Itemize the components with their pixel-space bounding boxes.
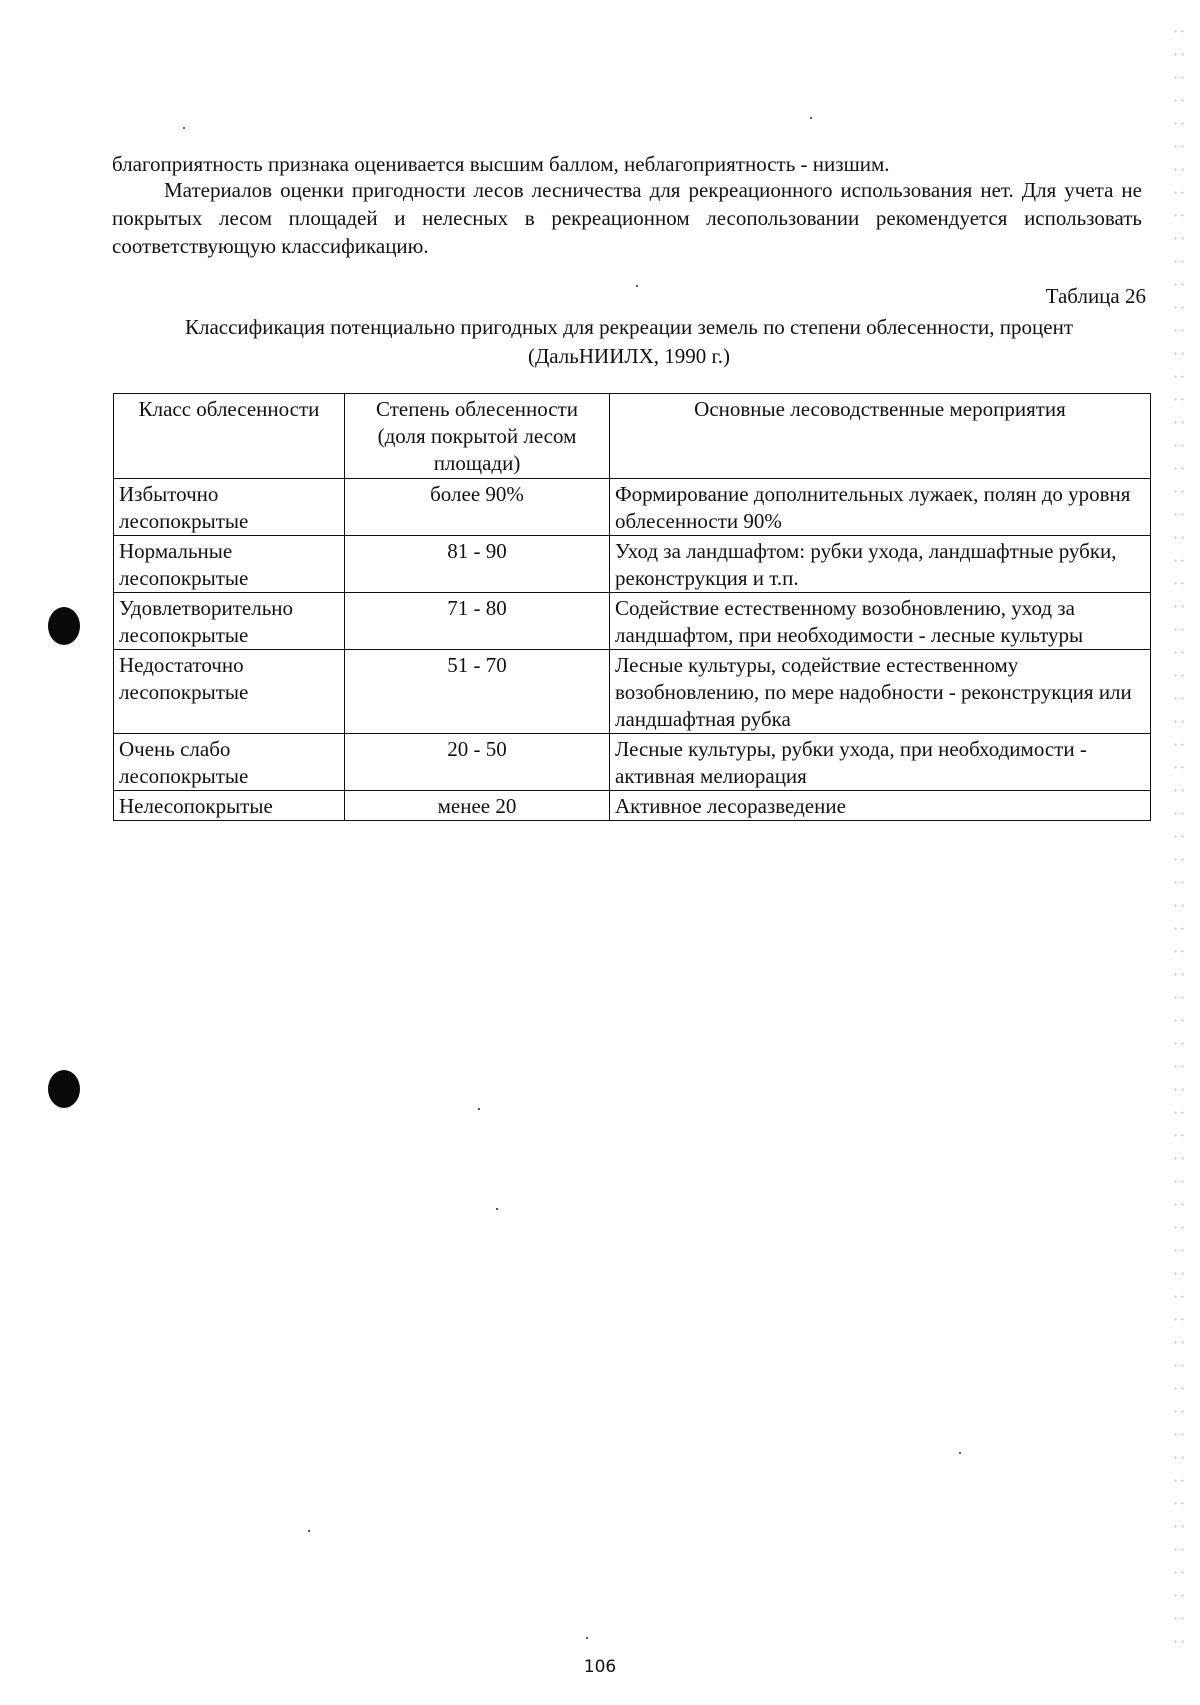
header-class: Класс облесенности: [114, 394, 345, 479]
table-row: [114, 791, 1151, 821]
scan-speck: [810, 117, 812, 119]
paragraph-2: Материалов оценки пригодности лесов лесничества для рекреационного использования нет. Для учета не покрытых лесом площадей и нелесных в рекреационном лесопользовании рекомендуется использовать соответствующую классификацию.: [112, 178, 1142, 258]
cell-degree: 20 - 50: [345, 734, 610, 791]
scan-speck: [496, 1208, 498, 1210]
page-number: 106: [583, 1657, 617, 1677]
cell-class: Недостаточно лесопокрытые: [114, 650, 345, 734]
table-header-row: [114, 394, 1151, 479]
scan-speck: [636, 285, 638, 287]
header-measures: Основные лесоводственные мероприятия: [610, 394, 1151, 479]
table-row: [114, 650, 1151, 734]
table-row: [114, 593, 1151, 650]
cell-degree: менее 20: [345, 791, 610, 821]
cell-degree: более 90%: [345, 479, 610, 536]
scan-speck: [959, 1452, 961, 1454]
header-degree: Степень облесенности (доля покрытой лесом площади): [345, 394, 610, 479]
forest-cover-classification-table: [113, 393, 1151, 821]
cell-measures: Формирование дополнительных лужаек, полян до уровня облесенности 90%: [610, 479, 1151, 536]
table-title-line-1: Классификация потенциально пригодных для рекреации земель по степени облесенности, процент: [184, 315, 1073, 339]
punch-hole-mark: [48, 1070, 80, 1108]
cell-class: Удовлетворительно лесопокрытые: [114, 593, 345, 650]
cell-measures: Лесные культуры, рубки ухода, при необходимости - активная мелиорация: [610, 734, 1151, 791]
cell-measures: Лесные культуры, содействие естественному возобновлению, по мере надобности - реконструкция или ландшафтная рубка: [610, 650, 1151, 734]
table-row: [114, 734, 1151, 791]
cell-measures: Активное лесоразведение: [610, 791, 1151, 821]
scan-speck: [183, 127, 185, 129]
cell-class: Нелесопокрытые: [114, 791, 345, 821]
punch-hole-mark: [48, 607, 80, 645]
paragraph-1: благоприятность признака оценивается высшим баллом, неблагоприятность - низшим.: [112, 152, 890, 176]
table-row: [114, 479, 1151, 536]
cell-degree: 51 - 70: [345, 650, 610, 734]
scan-speck: [586, 1637, 588, 1639]
scan-speck: [478, 1108, 480, 1110]
cell-class: Очень слабо лесопокрытые: [114, 734, 345, 791]
cell-measures: Уход за ландшафтом: рубки ухода, ландшафтные рубки, реконструкция и т.п.: [610, 536, 1151, 593]
scan-edge-noise: [1172, 20, 1184, 1660]
table-title-line-2: (ДальНИИЛХ, 1990 г.): [527, 344, 731, 368]
cell-class: Нормальные лесопокрытые: [114, 536, 345, 593]
cell-degree: 81 - 90: [345, 536, 610, 593]
cell-class: Избыточно лесопокрытые: [114, 479, 345, 536]
cell-measures: Содействие естественному возобновлению, уход за ландшафтом, при необходимости - лесные культуры: [610, 593, 1151, 650]
cell-degree: 71 - 80: [345, 593, 610, 650]
scan-speck: [308, 1530, 310, 1532]
table-row: [114, 536, 1151, 593]
table-title: [112, 313, 1146, 371]
table-number-label: Таблица 26: [1045, 284, 1146, 308]
